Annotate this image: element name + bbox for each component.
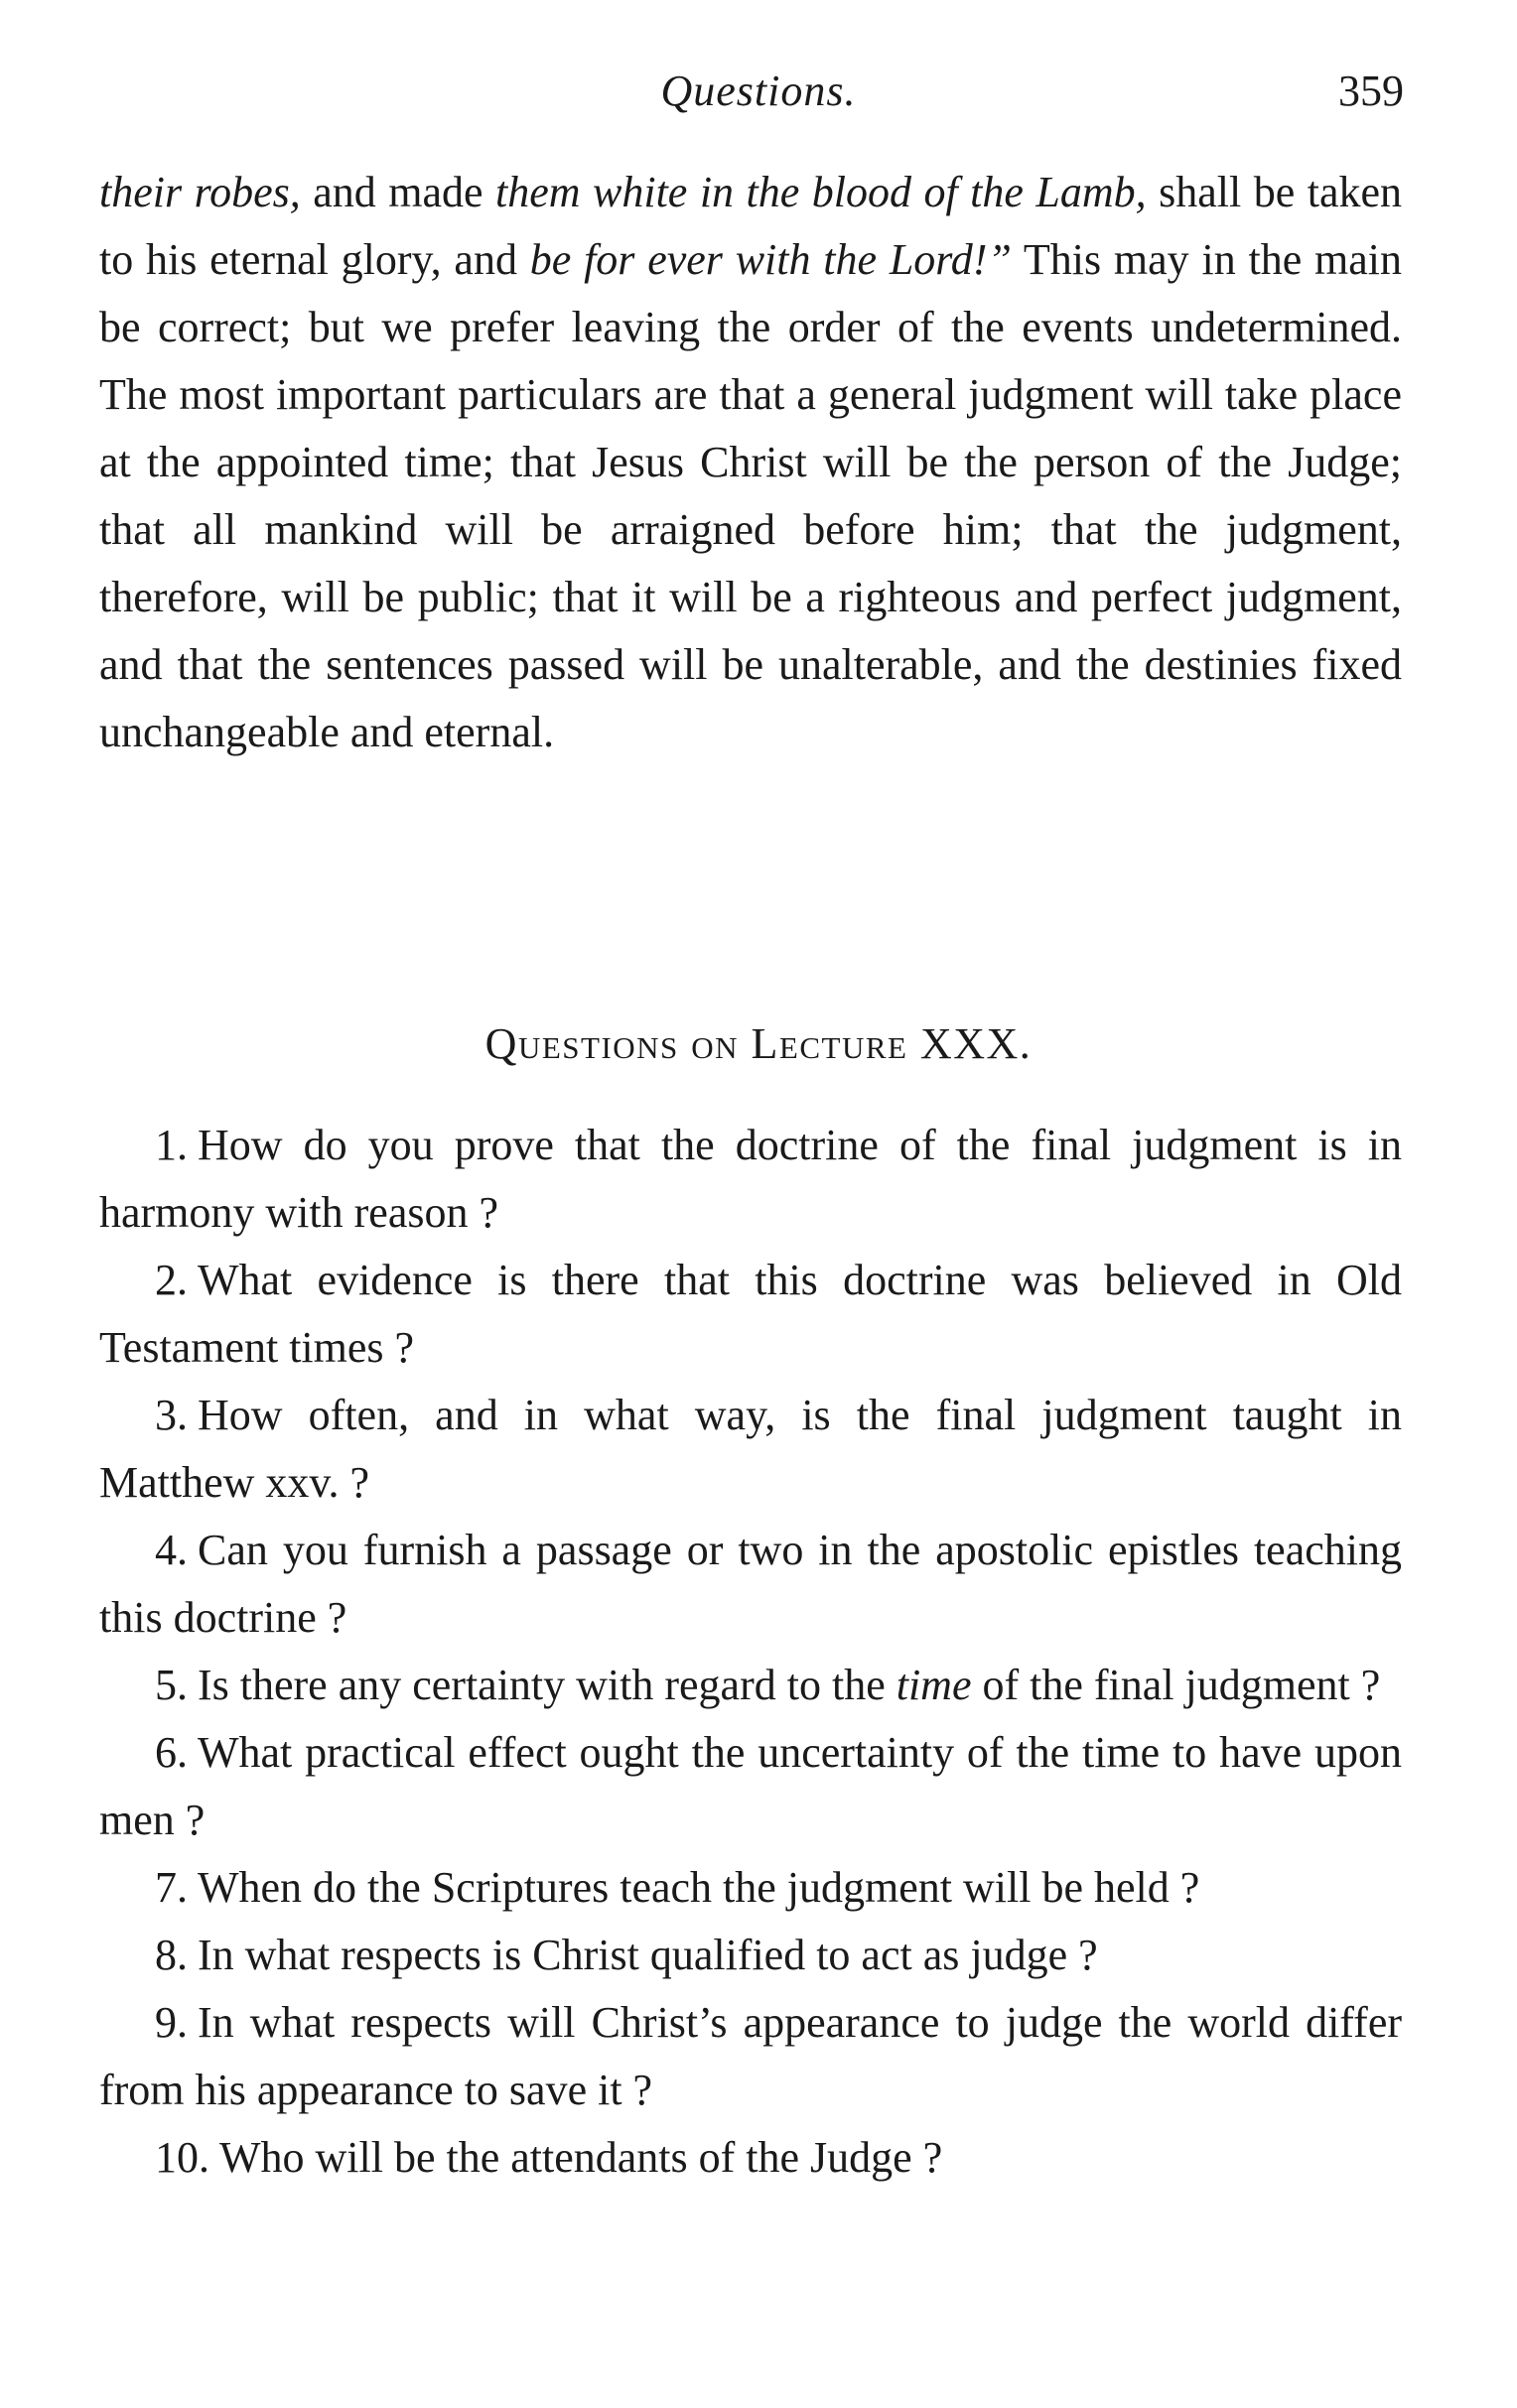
italic-phrase: be for ever with the Lord!” xyxy=(529,235,1012,284)
question-number: 10. xyxy=(155,2133,209,2182)
question-number: 4. xyxy=(155,1526,188,1574)
italic-word: time xyxy=(896,1661,972,1709)
question-number: 9. xyxy=(155,1998,188,2047)
question-item xyxy=(99,2124,1402,2192)
question-item xyxy=(99,1382,1402,1517)
paragraph-text: shall be taken to his eternal glory, and xyxy=(99,168,1403,284)
closing-paragraph xyxy=(99,159,1402,766)
question-list xyxy=(99,1112,1402,2192)
question-number: 3. xyxy=(155,1391,188,1439)
question-text: Can you furnish a passage or two in the apostolic epistles teaching this doctrine ? xyxy=(99,1526,1402,1642)
running-title: Questions. xyxy=(660,67,857,115)
question-item xyxy=(99,1517,1402,1652)
page-number: 359 xyxy=(1338,67,1404,115)
question-text: Who will be the attendants of the Judge ? xyxy=(219,2133,943,2182)
body-paragraph xyxy=(99,159,1402,766)
question-number: 5. xyxy=(155,1661,188,1709)
paragraph-text: and made xyxy=(300,168,495,216)
question-item xyxy=(99,1989,1402,2124)
question-text: How do you prove that the doctrine of the final judgment is in harmony with reason ? xyxy=(99,1121,1402,1237)
question-text: of the final judgment ? xyxy=(971,1661,1381,1709)
question-item xyxy=(99,1854,1402,1922)
question-number: 2. xyxy=(155,1256,188,1304)
question-item xyxy=(99,1247,1402,1382)
question-text: In what respects will Christ’s appearance to judge the world differ from his appearance to save it ? xyxy=(99,1998,1402,2114)
paragraph-text: This may in the main be correct; but we prefer leaving the order of the events undetermined. The most important particulars are that a general judgment will take place at the appointed time; that Jesus Christ will be the person of the Judge; that all mankind will be arraigned before him; that the judgment, therefore, will be public; that it will be a righteous and perfect judgment, and that the sentences passed will be unalterable, and the destinies fixed unchangeable and eternal. xyxy=(99,235,1403,756)
section-heading: Questions on Lecture XXX. xyxy=(484,1019,1033,1068)
question-number: 1. xyxy=(155,1121,188,1169)
question-text: How often, and in what way, is the final judgment taught in Matthew xxv. ? xyxy=(99,1391,1402,1507)
question-item xyxy=(99,1719,1402,1854)
question-item xyxy=(99,1112,1402,1247)
question-number: 6. xyxy=(155,1728,188,1777)
question-item xyxy=(99,1652,1402,1719)
question-number: 7. xyxy=(155,1863,188,1912)
question-item xyxy=(99,1922,1402,1989)
question-number: 8. xyxy=(155,1931,188,1979)
italic-phrase: them white in the blood of the Lamb, xyxy=(495,168,1147,216)
question-text: In what respects is Christ qualified to act as judge ? xyxy=(198,1931,1098,1979)
question-text: What practical effect ought the uncertainty of the time to have upon men ? xyxy=(99,1728,1402,1844)
running-head xyxy=(0,66,1517,125)
question-text: Is there any certainty with regard to the xyxy=(198,1661,896,1709)
question-text: What evidence is there that this doctrine was believed in Old Testament times ? xyxy=(99,1256,1402,1372)
italic-phrase: their robes, xyxy=(99,168,301,216)
question-text: When do the Scriptures teach the judgment will be held ? xyxy=(198,1863,1200,1912)
